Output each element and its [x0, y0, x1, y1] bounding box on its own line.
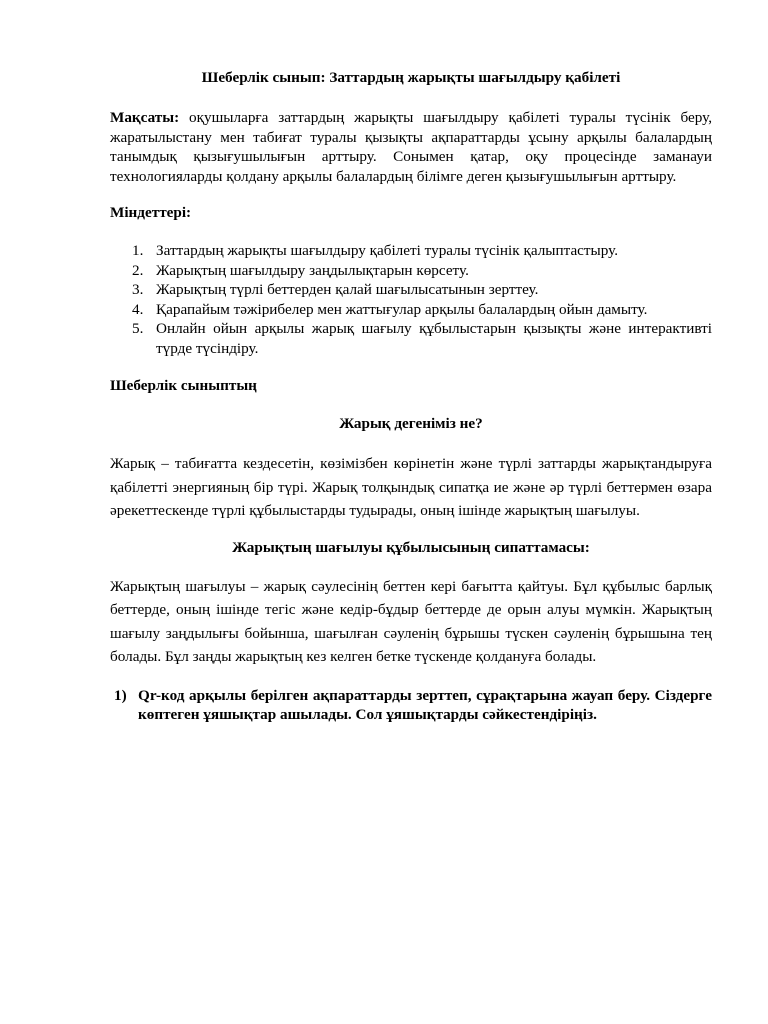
- light-definition-paragraph: Жарық – табиғатта кездесетін, көзімізбен көрінетін және түрлі заттарды жарықтандыруға қабілетті энергияның бір түрі. Жарық толқындық сипатқа ие және әр түрлі беттермен өзара әрекеттескенде түрлі құбылыстарды тудырады, оның ішінде жарықтың шағылуы.: [110, 455, 712, 519]
- list-number: 1.: [132, 242, 144, 259]
- list-number: 5.: [132, 320, 144, 337]
- list-item: [110, 261, 712, 281]
- tasks-list: [110, 241, 712, 358]
- subtitle-reflection: Жарықтың шағылуы құбылысының сипаттамасы:: [232, 538, 590, 556]
- goal-text: оқушыларға заттардың жарықты шағылдыру қабілеті туралы түсінік беру, жаратылыстану мен табиғат туралы қызықты ақпараттарды ұсыну арқылы балалардың танымдық қызығушылығын арттыру. Сонымен қатар, оқу процесінде заманауи технологияларды қолдану арқылы балалардың білімге деген қызығушылығын арттыру.: [110, 109, 712, 185]
- list-number: 3.: [132, 281, 144, 298]
- list-text: Онлайн ойын арқылы жарық шағылу құбылыстарын қызықты және интерактивті түрде түсіндіру.: [156, 320, 712, 357]
- question-number: 1): [114, 686, 127, 704]
- reflection-paragraph: Жарықтың шағылуы – жарық сәулесінің беттен кері бағытта қайтуы. Бұл құбылыс барлық беттерде, оның ішінде тегіс және кедір-бұдыр беттерде де орын алуы мүмкін. Жарықтың шағылу заңдылығы бойынша, шағылған сәуленің бұрышы түскен сәуленің бұрышына тең болады. Бұл заңды жарықтың кез келген бетке түскенде қолдануға болады.: [110, 577, 712, 665]
- subtitle-what-is-light: Жарық дегеніміз не?: [339, 415, 483, 432]
- question-item: [110, 686, 712, 725]
- document-page: [110, 68, 712, 725]
- goal-paragraph: [110, 108, 712, 186]
- list-item: [110, 300, 712, 320]
- list-text: Заттардың жарықты шағылдыру қабілеті туралы түсінік қалыптастыру.: [156, 242, 619, 259]
- goal-label: Мақсаты:: [110, 109, 180, 126]
- tasks-heading: Міндеттері:: [110, 204, 192, 221]
- list-number: 2.: [132, 261, 144, 279]
- list-text: Қарапайым тәжірибелер мен жаттығулар арқылы балалардың ойын дамыту.: [156, 300, 648, 318]
- list-number: 4.: [132, 300, 144, 318]
- document-title: Шеберлік сынып: Заттардың жарықты шағылдыру қабілеті: [201, 69, 621, 86]
- list-item: [110, 280, 712, 300]
- section-label: Шеберлік сыныптың: [110, 377, 257, 394]
- list-item: [110, 241, 712, 261]
- list-text: Жарықтың түрлі беттерден қалай шағылысатынын зерттеу.: [156, 281, 539, 298]
- question-text: Qr-код арқылы берілген ақпараттарды зерттеп, сұрақтарына жауап беру. Сіздерге көптеген ұяшықтар ашылады. Сол ұяшықтарды сәйкестендіріңіз.: [138, 686, 712, 723]
- list-item: [110, 319, 712, 358]
- list-text: Жарықтың шағылдыру заңдылықтарын көрсету.: [156, 261, 469, 279]
